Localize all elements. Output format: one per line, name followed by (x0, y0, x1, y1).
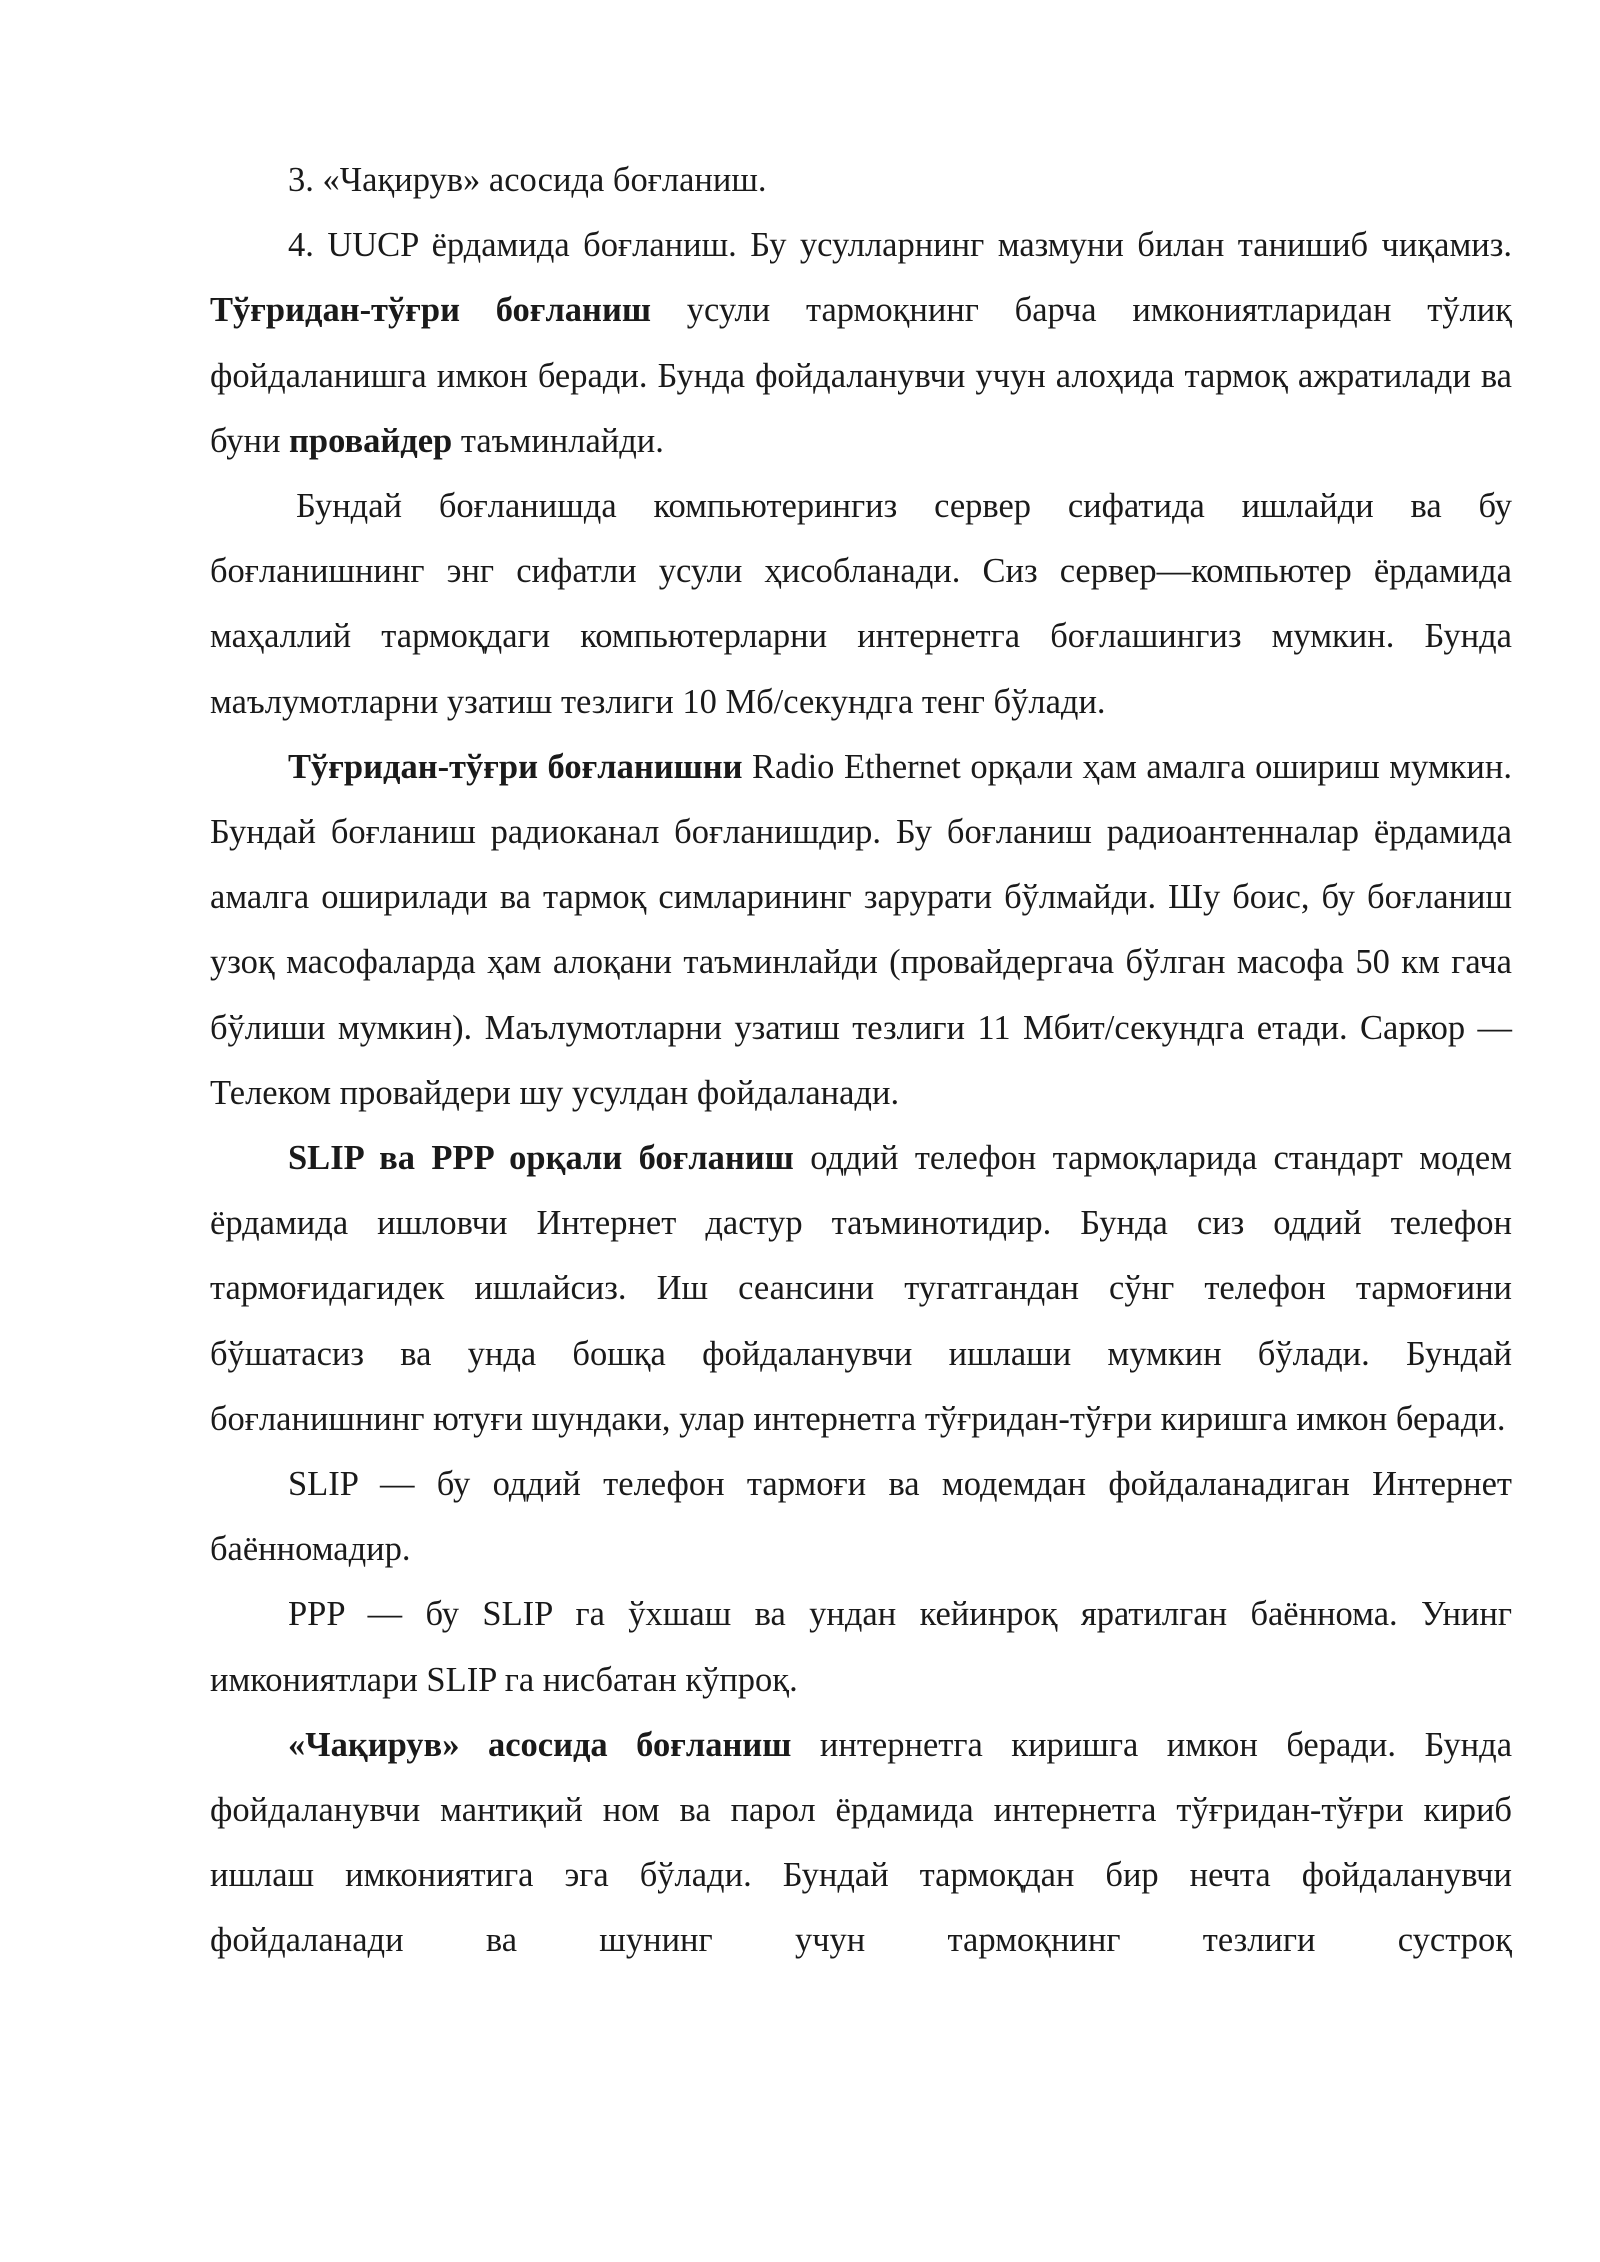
text-span: интернетга киришга имкон беради. Бунда фойдаланувчи мантиқий ном ва парол ёрдамида интернетга тўғридан-тўғри кириб ишлаш имкониятига эга бўлади. Бундай тармоқдан бир нечта фойдаланувчи фойдаланади ва шунинг учун тармоқнинг тезлиги сустроқ (210, 1725, 1513, 1960)
paragraph-1 (210, 148, 1512, 213)
text-span: Radio Ethernet орқали ҳам амалга ошириш мумкин. Бундай боғланиш радиоканал боғланишдир. Бу боғланиш радиоантенналар ёрдамида амалга оширилади ва тармоқ симларининг зарурати бўлмайди. Шу боис, бу боғланиш узоқ масофаларда ҳам алоқани таъминлайди (провайдергача бўлган масофа 50 км гача бўлиши мумкин). Маълумотларни узатиш тезлиги 11 Мбит/секундга етади. Саркор — Телеком провайдери шу усулдан фойдаланади. (210, 747, 1512, 1112)
paragraph-7 (210, 1582, 1512, 1712)
paragraph-5 (210, 1126, 1512, 1452)
bold-term: «Чақирув» асосида боғланиш (288, 1725, 792, 1764)
paragraph-4 (210, 735, 1512, 1126)
text-span: Бундай боғланишда компьютерингиз сервер сифатида ишлайди ва бу боғланишнинг энг сифатли усули ҳисобланади. Сиз сервер—компьютер ёрдамида маҳаллий тармоқдаги компьютерларни интернетга боғлашингиз мумкин. Бунда маълумотларни узатиш тезлиги 10 Мб/секундга тенг бўлади. (210, 487, 1512, 721)
paragraph-8 (210, 1713, 1512, 1974)
text-span: оддий телефон тармоқларида стандарт модем ёрдамида ишловчи Интернет дастур таъминотидир. Бунда сиз оддий телефон тармоғидагидек ишлайсиз. Иш сеансини тугатгандан сўнг телефон тармоғини бўшатасиз ва унда бошқа фойдаланувчи ишлаши мумкин бўлади. Бундай боғланишнинг ютуғи шундаки, улар интернетга тўғридан-тўғри киришга имкон беради. (210, 1139, 1513, 1438)
bold-term: Тўғридан-тўғри боғланишни (288, 747, 743, 786)
text-span: PPP — бу SLIP га ўхшаш ва ундан кейинроқ яратилган баённома. Унинг имкониятлари SLIP га нисбатан кўпроқ. (210, 1595, 1512, 1699)
text-span: 4. UUCP ёрдамида боғланиш. Бу усулларнинг мазмуни билан танишиб чиқамиз. (288, 226, 1512, 265)
paragraph-3 (210, 474, 1512, 735)
text-span: усули тармоқнинг барча имкониятларидан тўлиқ фойдаланишга имкон беради. Бунда фойдаланувчи учун алоҳида тармоқ ажратилади ва буни (210, 291, 1512, 460)
text-span: таъминлайди. (452, 421, 664, 460)
text-span: SLIP — бу оддий телефон тармоғи ва модемдан фойдаланадиган Интернет баённомадир. (210, 1465, 1512, 1569)
paragraph-6 (210, 1452, 1512, 1582)
bold-term: Тўғридан-тўғри боғланиш (210, 291, 651, 330)
bold-term: провайдер (289, 421, 453, 460)
text-span: 3. «Чақирув» асосида боғланиш. (288, 161, 767, 199)
paragraph-2 (210, 213, 1512, 474)
document-page (210, 148, 1512, 1974)
bold-term: SLIP ва PPP орқали боғланиш (288, 1139, 794, 1178)
